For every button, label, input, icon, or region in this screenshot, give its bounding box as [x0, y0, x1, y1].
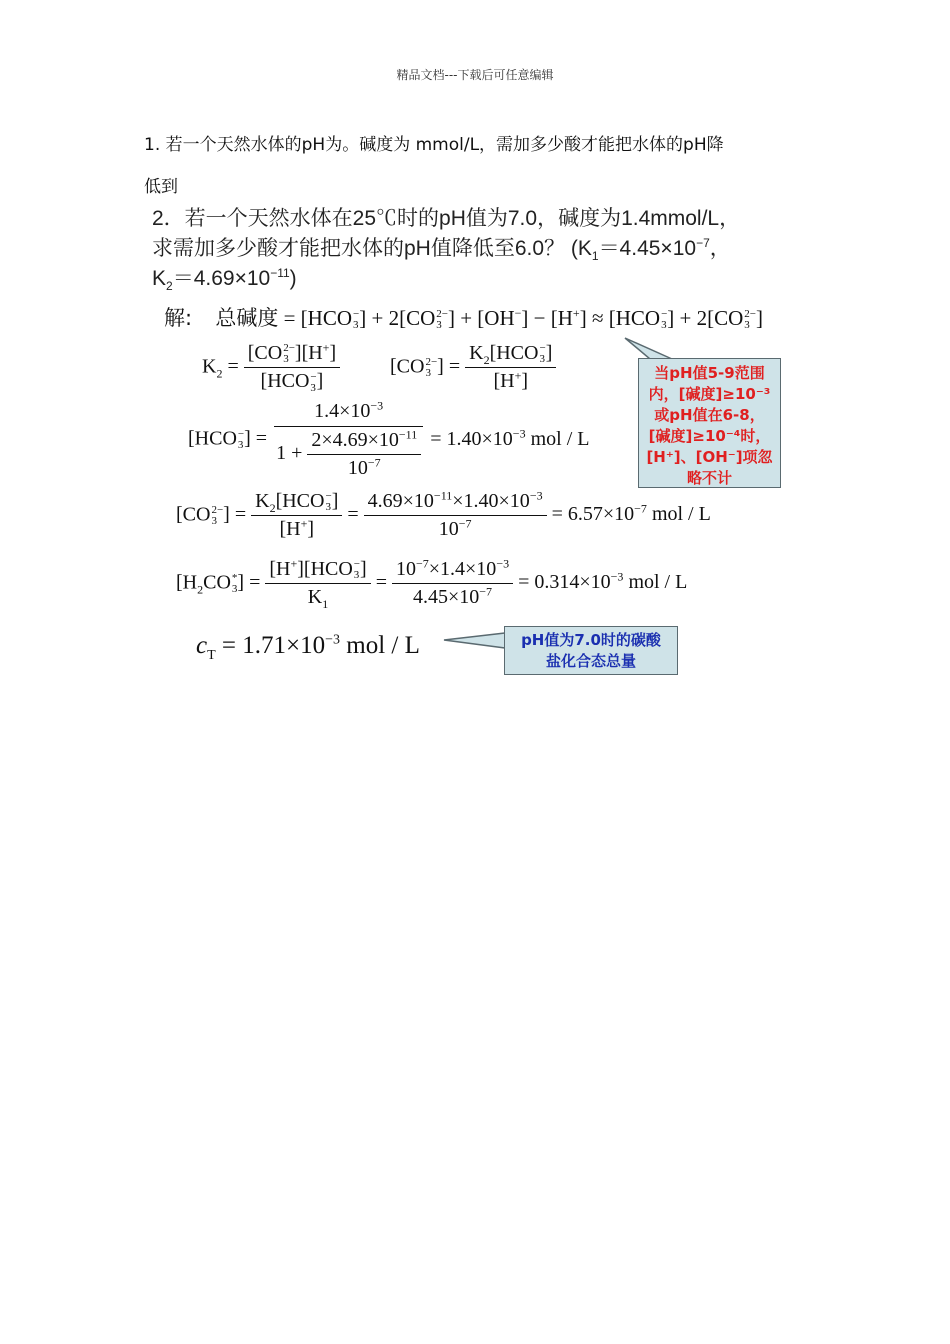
question-1-line-1: 1. 若一个天然水体的pH为。碱度为 mmol/L，需加多少酸才能把水体的pH降	[144, 135, 724, 155]
hco3-calculation: [HCO − 3 ] = $1.4\times 10^{-3}$ 1 + $\frac{2\times 4.69\times 10^{-11}}{10^{-7}}$ = $1.40\times 10^{-3}$ mol / L	[188, 398, 590, 479]
callout-1-line: [碱度]≥10⁻⁴时，	[648, 427, 771, 445]
question-1-line-2: 低到	[144, 177, 178, 197]
callout-1-line: 当pH值5-9范围	[654, 364, 765, 382]
ct-result: $c_T = 1.71\times 10^{-3}$ mol / L	[196, 632, 420, 663]
question-2-line-2: 求需加多少酸才能把水体的pH值降低至6.0？ ($K_1=4.45\times 10^{-7}$，	[152, 236, 731, 264]
h2co3-result: = $0.314\times 10^{-3}$ mol / L	[518, 569, 688, 594]
co3-expression: [CO 2− 3 ] = $K_2[HCO$ − 3 ] [H+]	[390, 342, 556, 393]
callout-1-line: [H⁺]、[OH⁻]项忽	[646, 448, 773, 466]
callout-2-line: 盐化合态总量	[545, 652, 636, 670]
note-callout-total-carbonate	[504, 626, 678, 675]
note-callout-alkalinity	[638, 358, 781, 488]
callout-2-pointer	[444, 633, 505, 648]
h2co3-calculation: [$H_2CO$ * 3 ] = [H+][HCO − 3 ] $K_1$ = $\frac{10^{-7}\times 1.4\times 10^{-3}}{4.45\times 10^{-7}}$ = $0.314\times 10^{-3}$ mol / L	[176, 556, 688, 612]
solution-label: 解:	[164, 306, 193, 330]
callout-1-pointer	[625, 338, 672, 359]
question-2-line-3: $K_2=4.69\times 10^{-11}$)	[152, 266, 297, 294]
alkalinity-equation: 解: 总碱度 = [HCO − 3 ] + 2[CO 2− 3 ] + [OH−] − [H+] ≈ [HCO − 3 ] + 2[CO 2− 3 ]	[164, 306, 764, 332]
page-header: 精品文档---下载后可任意编辑	[396, 68, 554, 82]
hco3-result: = $1.40\times 10^{-3}$ mol / L	[430, 425, 590, 450]
co3-result: = $6.57\times 10^{-7}$ mol / L	[551, 501, 711, 526]
callout-2-line: pH值为7.0时的碳酸	[521, 631, 661, 649]
co3-calculation: [CO 2− 3 ] = $K_2[HCO$ − 3 ] [H+] = $\frac{4.69\times 10^{-11}\times 1.40\times 10^{-3}}{10^{-7}}$ = $6.57\times 10^{-7}$ mol / L	[176, 488, 711, 541]
question-2-line-1: 2．若一个天然水体在25℃时的pH值为7.0，碱度为1.4mmol/L，	[152, 207, 741, 230]
callout-1-line: 内，[碱度]≥10⁻³	[648, 385, 771, 403]
callout-1-line: 或pH值在6-8，	[654, 406, 765, 424]
k2-definition: $K_2$ = [CO 2− 3 ][H+] [HCO − 3 ]	[202, 342, 340, 394]
alkalinity-label: 总碱度	[215, 306, 279, 330]
callout-1-line: 略不计	[686, 469, 732, 487]
